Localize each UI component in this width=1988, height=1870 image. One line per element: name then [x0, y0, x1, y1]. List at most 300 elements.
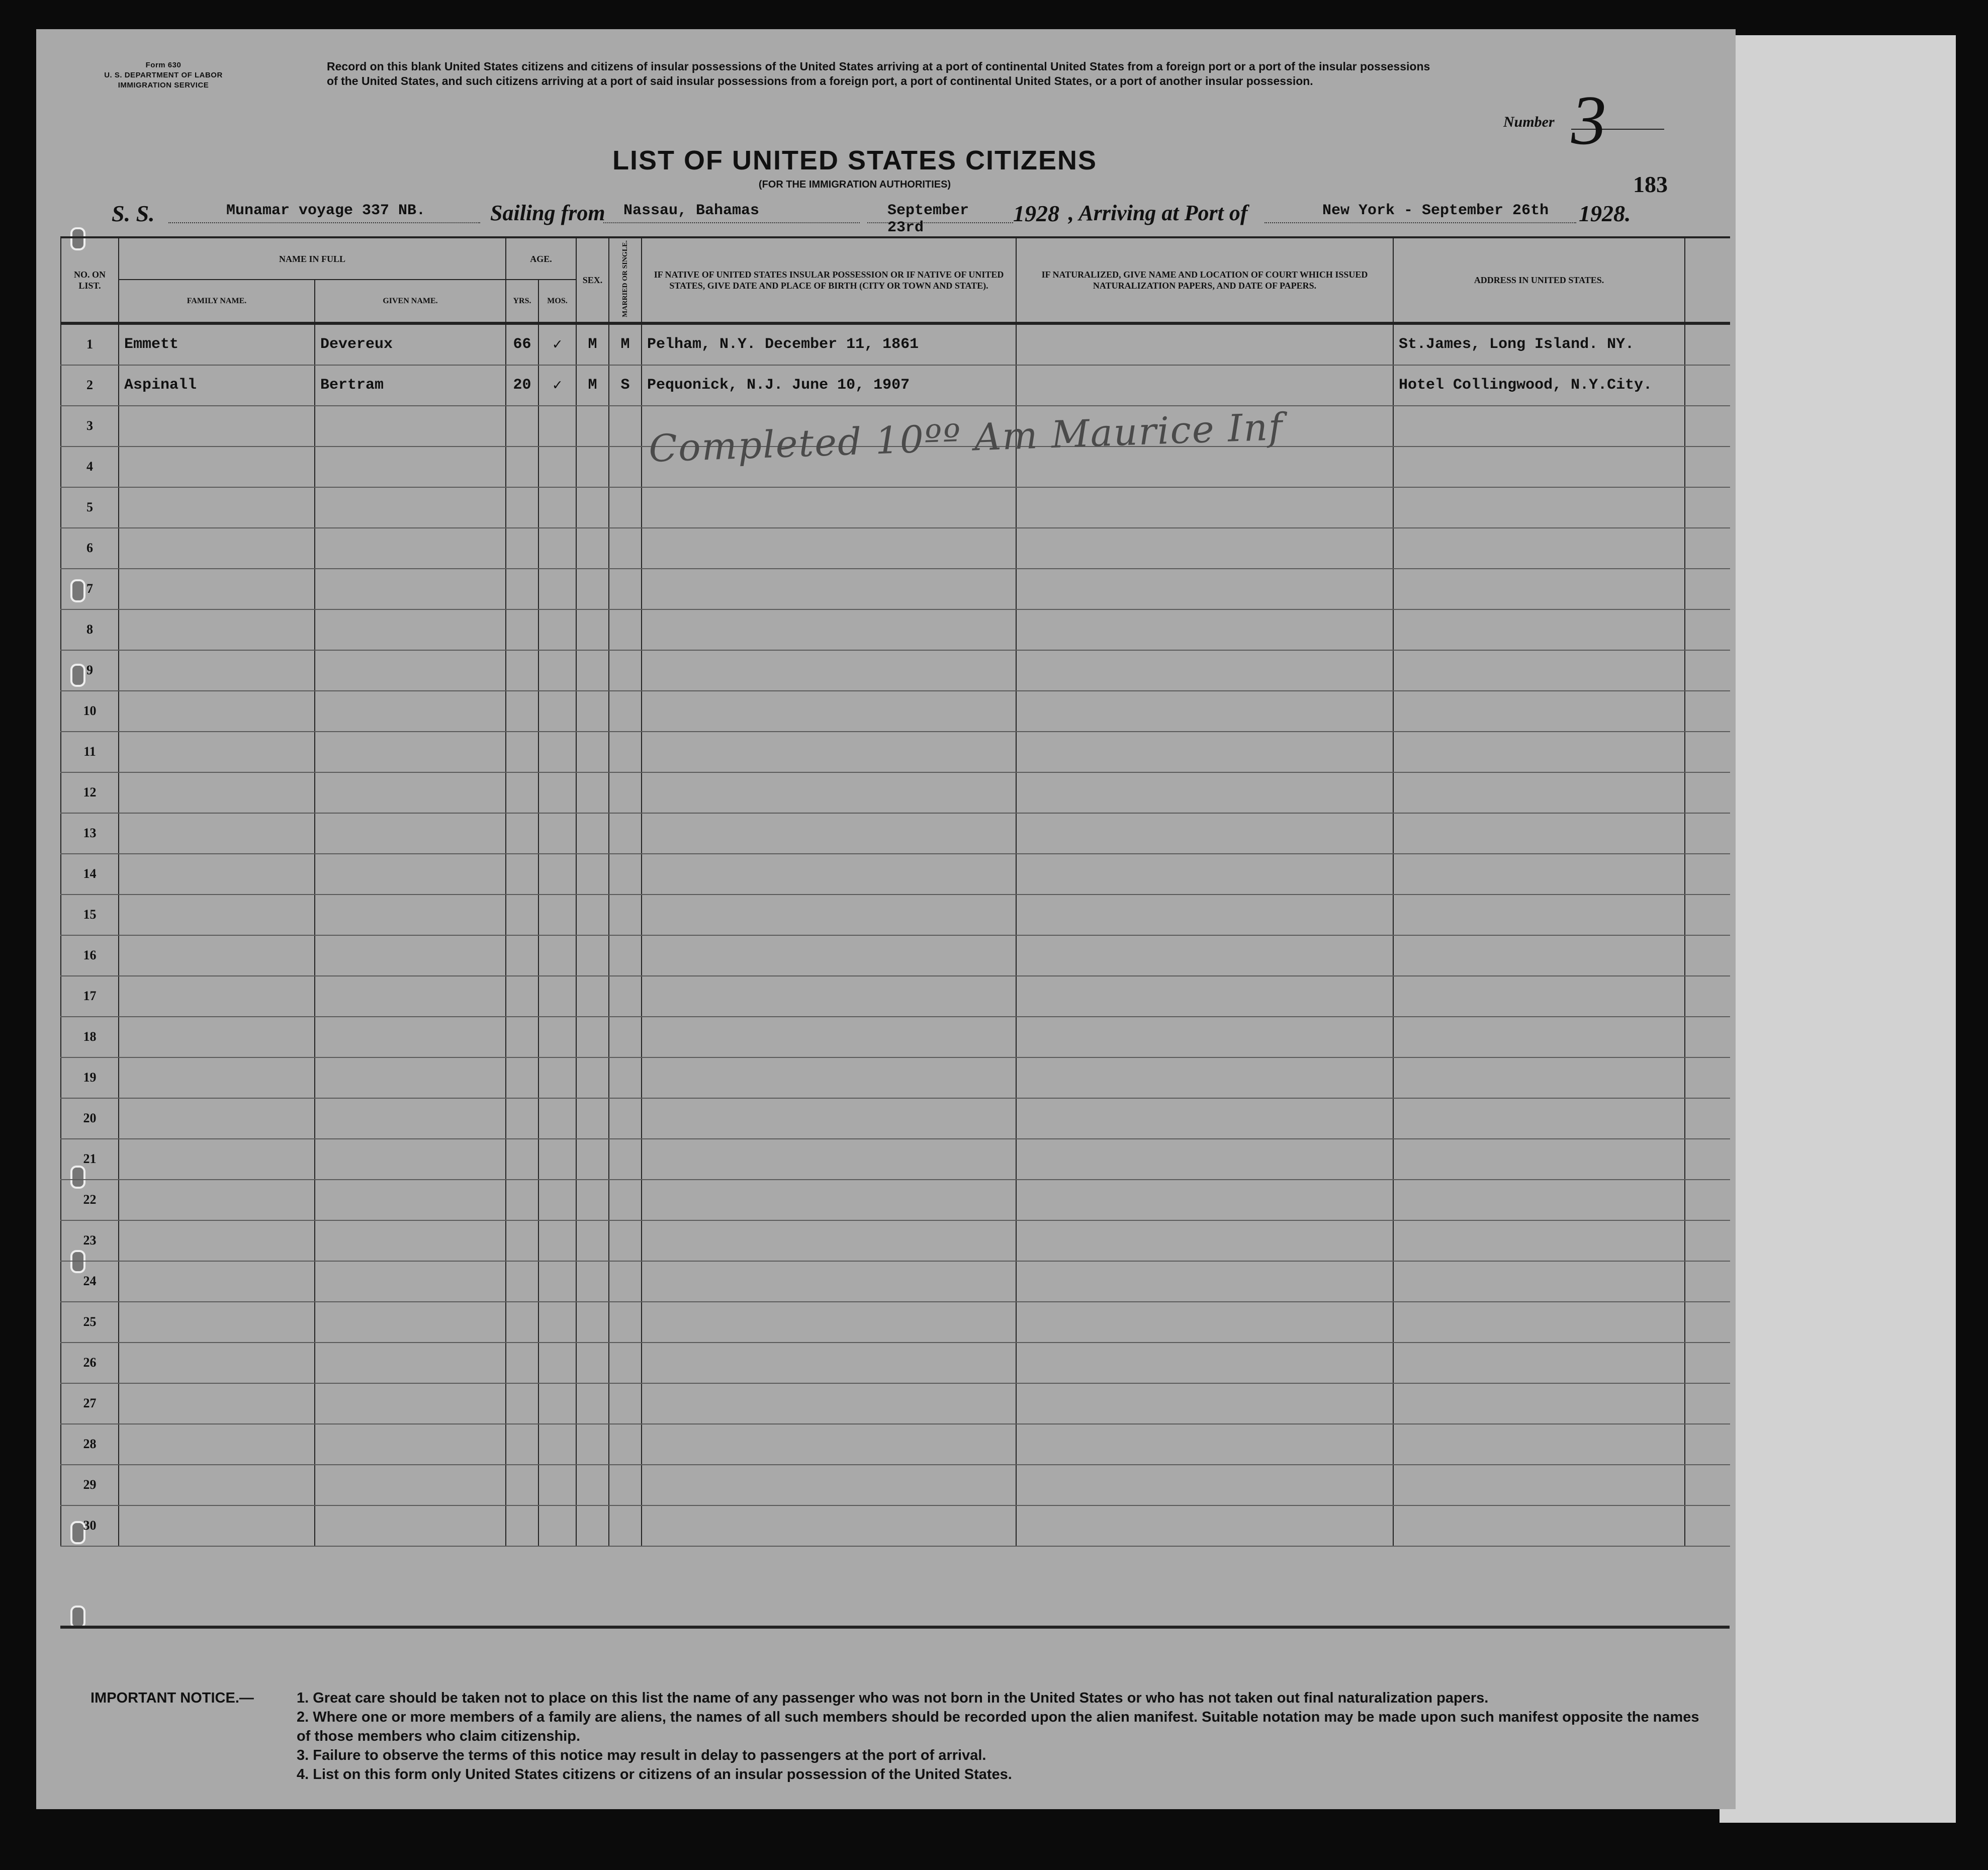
cell-address	[1393, 1465, 1685, 1505]
cell-blank	[1685, 1220, 1730, 1261]
cell-sex	[576, 1220, 609, 1261]
cell-yrs	[506, 650, 538, 691]
cell-blank	[1685, 895, 1730, 935]
table-row	[61, 1465, 1730, 1505]
table-row	[61, 1017, 1730, 1057]
cell-no: 10	[61, 691, 119, 732]
cell-ms	[609, 1465, 642, 1505]
cell-address	[1393, 1424, 1685, 1465]
cell-address	[1393, 406, 1685, 447]
cell-address	[1393, 609, 1685, 650]
col-married	[609, 237, 642, 323]
cell-birth	[642, 935, 1016, 976]
cell-mos	[538, 854, 576, 895]
cell-no: 1	[61, 323, 119, 365]
cell-no: 13	[61, 813, 119, 854]
cell-no: 9	[61, 650, 119, 691]
ss-label: S. S.	[112, 201, 155, 226]
cell-sex	[576, 1302, 609, 1343]
cell-sex	[576, 1098, 609, 1139]
cell-nat	[1016, 691, 1393, 732]
cell-blank	[1685, 813, 1730, 854]
cell-sex	[576, 854, 609, 895]
cell-given	[315, 1139, 506, 1180]
cell-ms: M	[609, 323, 642, 365]
cell-given	[315, 895, 506, 935]
cell-no: 22	[61, 1180, 119, 1220]
cell-yrs	[506, 406, 538, 447]
cell-family	[119, 1424, 315, 1465]
cell-address	[1393, 1057, 1685, 1098]
cell-nat	[1016, 1220, 1393, 1261]
cell-blank	[1685, 609, 1730, 650]
cell-birth	[642, 895, 1016, 935]
cell-sex	[576, 569, 609, 609]
cell-mos	[538, 1261, 576, 1302]
cell-yrs	[506, 1220, 538, 1261]
cell-blank	[1685, 447, 1730, 487]
cell-birth	[642, 609, 1016, 650]
cell-family	[119, 1180, 315, 1220]
cell-yrs	[506, 487, 538, 528]
cell-ms	[609, 732, 642, 772]
cell-given	[315, 691, 506, 732]
cell-nat	[1016, 976, 1393, 1017]
cell-yrs: 20	[506, 365, 538, 406]
cell-nat	[1016, 935, 1393, 976]
cell-given	[315, 1057, 506, 1098]
cell-no: 5	[61, 487, 119, 528]
cell-family	[119, 854, 315, 895]
cell-given	[315, 813, 506, 854]
cell-sex	[576, 1139, 609, 1180]
cell-nat	[1016, 650, 1393, 691]
cell-yrs	[506, 1302, 538, 1343]
page-title: LIST OF UNITED STATES CITIZENS	[612, 145, 1097, 175]
cell-no: 4	[61, 447, 119, 487]
cell-address	[1393, 1261, 1685, 1302]
cell-family	[119, 772, 315, 813]
cell-given	[315, 1465, 506, 1505]
cell-ms	[609, 1383, 642, 1424]
cell-mos	[538, 976, 576, 1017]
col-given-name: GIVEN NAME.	[315, 280, 506, 323]
cell-blank	[1685, 650, 1730, 691]
cell-mos	[538, 1017, 576, 1057]
table-row	[61, 813, 1730, 854]
cell-mos	[538, 772, 576, 813]
cell-yrs	[506, 732, 538, 772]
cell-given	[315, 976, 506, 1017]
cell-birth	[642, 1261, 1016, 1302]
cell-yrs	[506, 609, 538, 650]
form-id	[73, 60, 254, 91]
cell-sex	[576, 528, 609, 569]
ship-field	[168, 200, 480, 223]
cell-family	[119, 1098, 315, 1139]
cell-ms	[609, 1057, 642, 1098]
arriving-label: , Arriving at Port of	[1068, 201, 1248, 225]
col-no: NO. ON LIST.	[61, 237, 119, 323]
cell-family	[119, 650, 315, 691]
cell-given	[315, 528, 506, 569]
cell-family	[119, 1383, 315, 1424]
table-row	[61, 365, 1730, 406]
cell-blank	[1685, 1383, 1730, 1424]
cell-family	[119, 487, 315, 528]
cell-nat	[1016, 1383, 1393, 1424]
cell-address	[1393, 487, 1685, 528]
cell-sex	[576, 935, 609, 976]
cell-no: 26	[61, 1343, 119, 1383]
table-row	[61, 935, 1730, 976]
cell-birth	[642, 1139, 1016, 1180]
cell-mos	[538, 1220, 576, 1261]
cell-family	[119, 528, 315, 569]
col-family-name: FAMILY NAME.	[119, 280, 315, 323]
cell-nat	[1016, 895, 1393, 935]
cell-blank	[1685, 1261, 1730, 1302]
cell-family	[119, 1017, 315, 1057]
cell-given	[315, 487, 506, 528]
cell-no: 25	[61, 1302, 119, 1343]
cell-ms	[609, 528, 642, 569]
cell-birth	[642, 732, 1016, 772]
cell-address	[1393, 447, 1685, 487]
cell-nat	[1016, 323, 1393, 365]
cell-ms	[609, 691, 642, 732]
cell-ms: S	[609, 365, 642, 406]
table-row	[61, 1302, 1730, 1343]
cell-ms	[609, 854, 642, 895]
cell-ms	[609, 895, 642, 935]
cell-ms	[609, 1017, 642, 1057]
cell-no: 30	[61, 1505, 119, 1546]
cell-address	[1393, 772, 1685, 813]
table-row	[61, 650, 1730, 691]
cell-given	[315, 772, 506, 813]
cell-given	[315, 406, 506, 447]
cell-address	[1393, 569, 1685, 609]
cell-birth	[642, 1343, 1016, 1383]
cell-yrs	[506, 1343, 538, 1383]
table-row	[61, 854, 1730, 895]
cell-family	[119, 447, 315, 487]
cell-family	[119, 1505, 315, 1546]
cell-sex	[576, 406, 609, 447]
col-married-label: MARRIED OR SINGLE.	[621, 240, 629, 317]
cell-yrs	[506, 1139, 538, 1180]
cell-yrs	[506, 1424, 538, 1465]
cell-sex	[576, 650, 609, 691]
cell-address: Hotel Collingwood, N.Y.City.	[1393, 365, 1685, 406]
cell-address	[1393, 1180, 1685, 1220]
cell-nat	[1016, 1343, 1393, 1383]
cell-address	[1393, 650, 1685, 691]
notice-lead: IMPORTANT NOTICE.—	[91, 1690, 254, 1706]
cell-yrs	[506, 1180, 538, 1220]
cell-address	[1393, 732, 1685, 772]
cell-family	[119, 732, 315, 772]
cell-birth	[642, 1220, 1016, 1261]
cell-ms	[609, 1302, 642, 1343]
form-number: Form 630	[145, 61, 182, 69]
table-row	[61, 1180, 1730, 1220]
cell-birth	[642, 528, 1016, 569]
cell-no: 7	[61, 569, 119, 609]
cell-blank	[1685, 772, 1730, 813]
cell-blank	[1685, 1139, 1730, 1180]
cell-address	[1393, 813, 1685, 854]
cell-ms	[609, 1180, 642, 1220]
cell-address	[1393, 1505, 1685, 1546]
cell-birth	[642, 569, 1016, 609]
cell-blank	[1685, 1180, 1730, 1220]
cell-address	[1393, 1343, 1685, 1383]
cell-sex	[576, 1465, 609, 1505]
cell-given	[315, 1383, 506, 1424]
arrival-year: 1928.	[1579, 201, 1631, 226]
cell-family	[119, 813, 315, 854]
cell-birth	[642, 1465, 1016, 1505]
cell-family	[119, 1220, 315, 1261]
table-row	[61, 1139, 1730, 1180]
cell-yrs	[506, 447, 538, 487]
cell-given	[315, 447, 506, 487]
list-number: 3	[1571, 81, 1606, 159]
cell-birth	[642, 1017, 1016, 1057]
cell-sex	[576, 1180, 609, 1220]
cell-given	[315, 1180, 506, 1220]
cell-mos	[538, 1505, 576, 1546]
cell-ms	[609, 1261, 642, 1302]
cell-mos	[538, 1424, 576, 1465]
notice-item: 3. Failure to observe the terms of this notice may result in delay to passengers at the port of arrival.	[297, 1747, 986, 1763]
page-number: 183	[1633, 171, 1668, 197]
cell-address	[1393, 1383, 1685, 1424]
cell-mos	[538, 650, 576, 691]
cell-no: 27	[61, 1383, 119, 1424]
cell-nat	[1016, 569, 1393, 609]
cell-address	[1393, 1017, 1685, 1057]
cell-mos: ✓	[538, 323, 576, 365]
cell-yrs	[506, 528, 538, 569]
cell-given	[315, 569, 506, 609]
table-row	[61, 1383, 1730, 1424]
cell-ms	[609, 1343, 642, 1383]
departure-date: September 23rd	[887, 202, 969, 236]
sailing-label: Sailing from	[490, 201, 605, 225]
cell-nat	[1016, 1465, 1393, 1505]
cell-mos	[538, 447, 576, 487]
cell-ms	[609, 772, 642, 813]
cell-address	[1393, 1302, 1685, 1343]
table-row	[61, 1057, 1730, 1098]
cell-birth	[642, 691, 1016, 732]
col-blank	[1685, 237, 1730, 323]
cell-given	[315, 650, 506, 691]
col-name-in-full: NAME IN FULL	[119, 237, 506, 280]
cell-sex	[576, 1383, 609, 1424]
cell-yrs	[506, 1465, 538, 1505]
sailing-from: Nassau, Bahamas	[623, 202, 760, 219]
cell-given	[315, 1017, 506, 1057]
cell-address	[1393, 691, 1685, 732]
table-row	[61, 895, 1730, 935]
cell-given	[315, 1343, 506, 1383]
cell-blank	[1685, 487, 1730, 528]
cell-ms	[609, 487, 642, 528]
cell-mos	[538, 935, 576, 976]
cell-address	[1393, 895, 1685, 935]
cell-sex	[576, 813, 609, 854]
cell-address	[1393, 854, 1685, 895]
cell-birth	[642, 1180, 1016, 1220]
cell-blank	[1685, 1465, 1730, 1505]
cell-ms	[609, 935, 642, 976]
cell-birth	[642, 772, 1016, 813]
cell-birth	[642, 1424, 1016, 1465]
cell-yrs	[506, 935, 538, 976]
table-row	[61, 1505, 1730, 1546]
cell-mos	[538, 1302, 576, 1343]
service-name: IMMIGRATION SERVICE	[118, 81, 209, 90]
cell-address	[1393, 1139, 1685, 1180]
cell-birth	[642, 854, 1016, 895]
cell-family: Emmett	[119, 323, 315, 365]
cell-sex	[576, 1505, 609, 1546]
cell-nat	[1016, 813, 1393, 854]
cell-yrs	[506, 1505, 538, 1546]
cell-given	[315, 1098, 506, 1139]
table-row	[61, 1343, 1730, 1383]
cell-yrs	[506, 813, 538, 854]
cell-no: 23	[61, 1220, 119, 1261]
cell-sex	[576, 1261, 609, 1302]
table-row	[61, 528, 1730, 569]
cell-blank	[1685, 976, 1730, 1017]
cell-no: 29	[61, 1465, 119, 1505]
notice-item: 1. Great care should be taken not to place on this list the name of any passenger who was not born in the United States or who has not taken out final naturalization papers.	[297, 1690, 1489, 1706]
col-age: AGE.	[506, 237, 576, 280]
table-bottom-rule	[60, 1626, 1730, 1629]
cell-nat	[1016, 1261, 1393, 1302]
col-yrs: YRS.	[506, 280, 538, 323]
cell-blank	[1685, 1098, 1730, 1139]
cell-yrs	[506, 1057, 538, 1098]
back-sheet	[1720, 35, 1956, 1823]
cell-blank	[1685, 935, 1730, 976]
cell-family	[119, 569, 315, 609]
cell-mos	[538, 1383, 576, 1424]
cell-nat	[1016, 1098, 1393, 1139]
cell-no: 12	[61, 772, 119, 813]
cell-sex	[576, 609, 609, 650]
page-subtitle: (FOR THE IMMIGRATION AUTHORITIES)	[758, 179, 951, 190]
table-row	[61, 691, 1730, 732]
col-naturalized: IF NATURALIZED, GIVE NAME AND LOCATION OF COURT WHICH ISSUED NATURALIZATION PAPERS, AND DATE OF PAPERS.	[1016, 237, 1393, 323]
cell-yrs	[506, 691, 538, 732]
cell-given: Devereux	[315, 323, 506, 365]
table-row	[61, 1261, 1730, 1302]
cell-nat	[1016, 528, 1393, 569]
cell-family	[119, 609, 315, 650]
sailing-field	[603, 200, 860, 223]
cell-given	[315, 609, 506, 650]
cell-ms	[609, 406, 642, 447]
cell-mos	[538, 569, 576, 609]
arrival-port: New York - September 26th	[1322, 202, 1549, 219]
cell-no: 8	[61, 609, 119, 650]
cell-mos	[538, 1057, 576, 1098]
cell-blank	[1685, 406, 1730, 447]
cell-blank	[1685, 1302, 1730, 1343]
cell-address	[1393, 1098, 1685, 1139]
cell-given	[315, 935, 506, 976]
cell-given	[315, 1505, 506, 1546]
cell-nat	[1016, 365, 1393, 406]
cell-mos	[538, 895, 576, 935]
cell-family	[119, 1465, 315, 1505]
cell-ms	[609, 609, 642, 650]
cell-ms	[609, 1220, 642, 1261]
departure-year: 1928	[1013, 201, 1059, 226]
cell-family	[119, 1343, 315, 1383]
cell-family	[119, 895, 315, 935]
cell-sex: M	[576, 323, 609, 365]
cell-nat	[1016, 1505, 1393, 1546]
cell-ms	[609, 569, 642, 609]
cell-family	[119, 1139, 315, 1180]
cell-no: 28	[61, 1424, 119, 1465]
cell-ms	[609, 813, 642, 854]
notice-item: 4. List on this form only United States citizens or citizens of an insular possession of the United States.	[297, 1766, 1012, 1783]
cell-sex	[576, 976, 609, 1017]
cell-address	[1393, 528, 1685, 569]
cell-blank	[1685, 1343, 1730, 1383]
cell-family	[119, 691, 315, 732]
cell-birth	[642, 1057, 1016, 1098]
cell-nat	[1016, 1180, 1393, 1220]
cell-sex	[576, 732, 609, 772]
cell-family	[119, 976, 315, 1017]
table-row	[61, 323, 1730, 365]
table-row	[61, 487, 1730, 528]
cell-birth	[642, 1383, 1016, 1424]
cell-birth	[642, 650, 1016, 691]
cell-sex	[576, 895, 609, 935]
cell-nat	[1016, 772, 1393, 813]
cell-sex: M	[576, 365, 609, 406]
cell-given	[315, 854, 506, 895]
cell-address: St.James, Long Island. NY.	[1393, 323, 1685, 365]
cell-address	[1393, 935, 1685, 976]
cell-ms	[609, 1139, 642, 1180]
cell-birth	[642, 1505, 1016, 1546]
arrival-field	[1264, 200, 1576, 223]
table-row	[61, 1424, 1730, 1465]
cell-no: 21	[61, 1139, 119, 1180]
cell-given	[315, 1302, 506, 1343]
cell-family	[119, 1261, 315, 1302]
cell-blank	[1685, 365, 1730, 406]
ship-name: Munamar voyage 337 NB.	[226, 202, 426, 219]
cell-no: 11	[61, 732, 119, 772]
table-row	[61, 609, 1730, 650]
cell-sex	[576, 1057, 609, 1098]
cell-no: 3	[61, 406, 119, 447]
cell-nat	[1016, 854, 1393, 895]
